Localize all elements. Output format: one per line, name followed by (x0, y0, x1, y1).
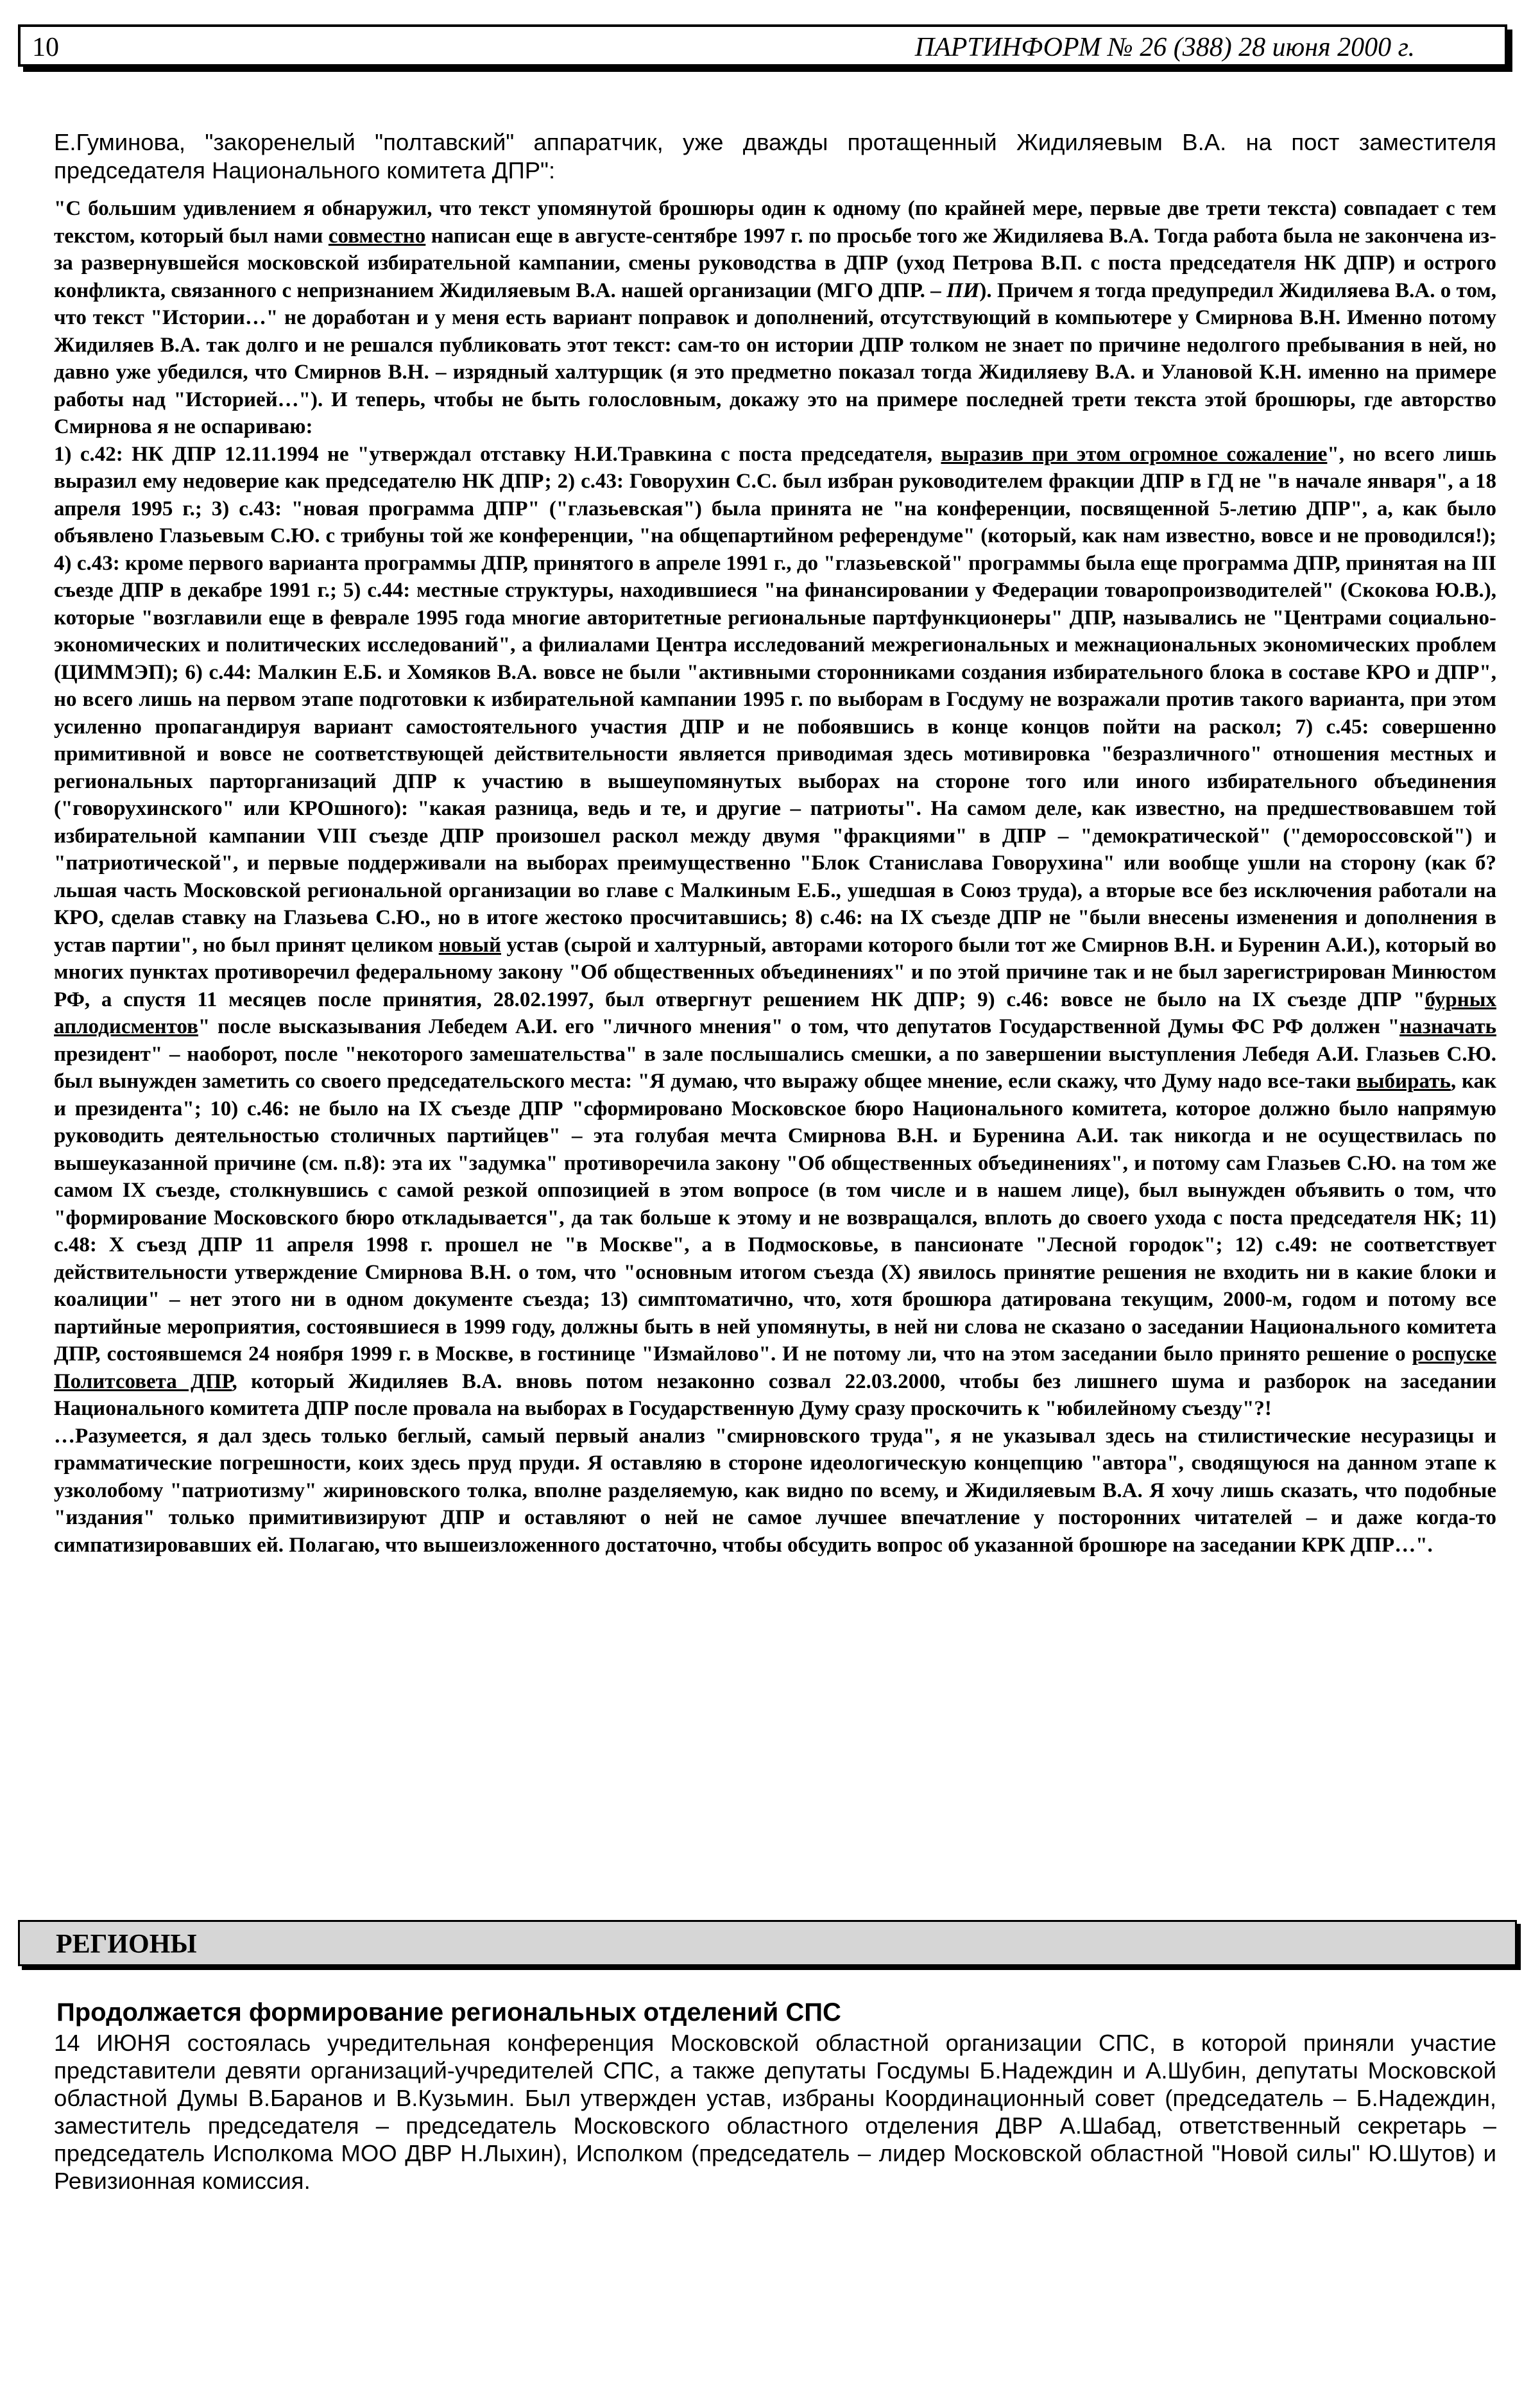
page-header (18, 24, 1507, 67)
quote-paragraph-3: …Разумеется, я дал здесь только беглый, самый первый анализ "смирновского труда", я не указывал здесь на стилистические несуразицы и грамматические погрешности, коих здесь пруд пруди. Я оставляю в стороне идеологическую концепцию "автора", сводящуюся на данном этапе к узколобому "патриотизму" жириновского толка, вполне разделяемую, как видно по всему, и Жидиляевым В.А. Я хочу лишь сказать, что подобные "издания" только примитивизируют ДПР и оставляют о ней не самое лучшее впечатление у посторонних читателей – и даже когда-то симпатизировавших ей. Полагаю, что вышеизложенного достаточно, чтобы обсудить вопрос об указанной брошюре на заседании КРК ДПР…". (54, 1424, 1496, 1557)
quote-paragraph-1: "С большим удивлением я обнаружил, что текст упомянутой брошюры один к одному (по крайней мере, первые две трети текста) совпадает с тем текстом, который был нами совместно написан еще в августе-сентябре 1997 г. по просьбе того же Жидиляева В.А. Тогда работа была не закончена из-за развернувшейся московской избирательной кампании, смены руководства в ДПР (уход Петрова В.П. с поста председателя НК ДПР) и острого конфликта, связанного с непризнанием Жидиляевым В.А. нашей организации (МГО ДПР. – ПИ). Причем я тогда предупредил Жидиляева В.А. о том, что текст "Истории…" не доработан и у меня есть вариант поправок и дополнений, отсутствующий в компьютере у Смирнова В.Н. Именно потому Жидиляев В.А. так долго и не решался публиковать этот текст: сам-то он истории ДПР толком не знает по причине недолгого пребывания в ней, но давно уже убедился, что Смирнов В.Н. – изрядный халтурщик (я это предметно показал тогда Жидиляеву В.А. и Улановой К.Н. именно на примере работы над "Историей…"). И теперь, чтобы не быть голословным, докажу это на примере последней трети текста этой брошюры, где авторство Смирнова я не оспариваю: (54, 197, 1496, 438)
quote-block (54, 195, 1496, 1559)
issue-title: ПАРТИНФОРМ № 26 (388) 28 июня 2000 г. (914, 33, 1415, 62)
page-number: 10 (32, 33, 59, 62)
section-header-regions (18, 1920, 1517, 1966)
intro-paragraph: Е.Гуминова, "закоренелый "полтавский" аппаратчик, уже дважды протащенный Жидиляевым В.А. на пост заместителя председателя Национального комитета ДПР": (54, 129, 1496, 184)
news-body: 14 ИЮНЯ состоялась учредительная конференция Московской областной организации СПС, в которой приняли участие представители девяти организаций-учредителей СПС, а также депутаты Госдумы Б.Надеждин и А.Шубин, депутаты Московской областной Думы В.Баранов и В.Кузьмин. Был утвержден устав, избраны Координационный совет (председатель – Б.Надеждин, заместитель председателя – председатель Московского областного отделения ДВР А.Шабад, ответственный секретарь – председатель Исполкома МОО ДВР Н.Лыхин), Исполком (председатель – лидер Московской областной "Новой силы" Ю.Шутов) и Ревизионная комиссия. (54, 2030, 1496, 2194)
quote-paragraph-2: 1) с.42: НК ДПР 12.11.1994 не "утверждал отставку Н.И.Травкина с поста председателя, выразив при этом огромное сожаление", но всего лишь выразил ему недоверие как председателю НК ДПР; 2) с.43: Говорухин С.С. был избран руководителем фракции ДПР в ГД не "в начале января", а 18 апреля 1995 г.; 3) с.43: "новая программа ДПР" ("глазьевская") была принята не "на конференции, посвященной 5-летию ДПР", а, как было объявлено Глазьевым С.Ю. с трибуны той же конференции, "на общепартийном референдуме" (который, как нам известно, вовсе и не проводился!); 4) с.43: кроме первого варианта программы ДПР, принятого в апреле 1991 г., до "глазьевской" программы была еще программа ДПР, принятая на III съезде ДПР в декабре 1991 г.; 5) с.44: местные структуры, находившиеся "на финансировании у Федерации товаропроизводителей" (Скокова Ю.В.), которые "возглавили еще в феврале 1995 года многие авторитетные региональные партфункционеры" ДПР, назывались не "Центрами социально-экономических и политических исследований", а филиалами Центра исследований межрегиональных и межнациональных экономических проблем (ЦИММЭП); 6) с.44: Малкин Е.Б. и Хомяков В.А. вовсе не были "активными сторонниками создания избирательного блока в составе КРО и ДПР", но всего лишь на первом этапе подготовки к избирательной кампании 1995 г. по выборам в Госдуму не возражали против такого варианта, при этом усиленно пропагандируя вариант самостоятельного участия ДПР и не побоявшись в конце концов пойти на раскол; 7) с.45: совершенно примитивной и вовсе не соответствующей действительности является приводимая здесь мотивировка "безразличного" отношения местных и региональных парторганизаций ДПР к участию в вышеупомянутых выборах на стороне того или иного избирательного объединения ("говорухинского" или КРОшного): "какая разница, ведь и те, и другие – патриоты". На самом деле, как известно, на предшествовавшем той избирательной кампании VIII съезде ДПР произошел раскол между двумя "фракциями" в ДПР – "демократической" ("демороссовской") и "патриотической", и первые поддерживали на выборах преимущественно "Блок Станислава Говорухина" или вообще ушли на сторону (как б?льшая часть Московской региональной организации во главе с Малкиным Е.Б., ушедшая в Союз труда), а вторые все без исключения работали на КРО, сделав ставку на Глазьева С.Ю., но в итоге жестоко просчитавшись; 8) с.46: на IX съезде ДПР не "были внесены изменения и дополнения в устав партии", но был принят целиком новый устав (сырой и халтурный, авторами которого были тот же Смирнов В.Н. и Буренин А.И.), который во многих пунктах противоречил федеральному закону "Об общественных объединениях" и по этой причине так и не был зарегистрирован Минюстом РФ, а спустя 11 месяцев после принятия, 28.02.1997, был отвергнут решением НК ДПР; 9) с.46: вовсе не было на IX съезде ДПР "бурных аплодисментов" после высказывания Лебедем А.И. его "личного мнения" о том, что депутатов Государственной Думы ФС РФ должен "назначать президент" – наоборот, после "некоторого замешательства" в зале послышались смешки, а по завершении выступления Лебедя А.И. Глазьев С.Ю. был вынужден заметить со своего председательского места: "Я думаю, что выражу общее мнение, если скажу, что Думу надо все-таки выбирать, как и президента"; 10) с.46: не было на IX съезде ДПР "сформировано Московское бюро Национального комитета, которое должно было напрямую руководить деятельностью столичных партийцев" – эта голубая мечта Смирнова В.Н. и Буренина А.И. так никогда и не осуществилась по вышеуказанной причине (см. п.8): эта их "задумка" противоречила закону "Об общественных объединениях", и потому сам Глазьев С.Ю. на том же самом IX съезде, столкнувшись с самой резкой оппозицией в этом вопросе (в том числе и в нашем лице), был вынужден объявить о том, что "формирование Московского бюро откладывается", да так больше к этому и не возвращался, вплоть до своего ухода с поста председателя НК; 11) с.48: X съезд ДПР 11 апреля 1998 г. прошел не "в Москве", а в Подмосковье, в пансионате "Лесной городок"; 12) с.49: не соответствует действительности утверждение Смирнова В.Н. о том, что "основным итогом съезда (X) явилось принятие решения не входить ни в какие блоки и коалиции" – нет этого ни в одном документе съезда; 13) симптоматично, что, хотя брошюра датирована текущим, 2000-м, годом и потому все партийные мероприятия, состоявшиеся в 1999 году, должны быть в ней упомянуты, в ней ни слова не сказано о заседании Национального комитета ДПР, состоявшемся 24 ноября 1999 г. в Москве, в гостинице "Измайлово". И не потому ли, что на этом заседании было принято решение о роспуске Политсовета ДПР, который Жидиляев В.А. вновь потом незаконно созвал 22.03.2000, чтобы без лишнего шума и разборок на заседании Национального комитета ДПР после провала на выборах в Государственную Думу сразу проскочить к "юбилейному съезду"?! (54, 442, 1496, 1420)
news-headline: Продолжается формирование региональных отделений СПС (56, 1998, 841, 2026)
section-label: РЕГИОНЫ (56, 1930, 197, 1959)
